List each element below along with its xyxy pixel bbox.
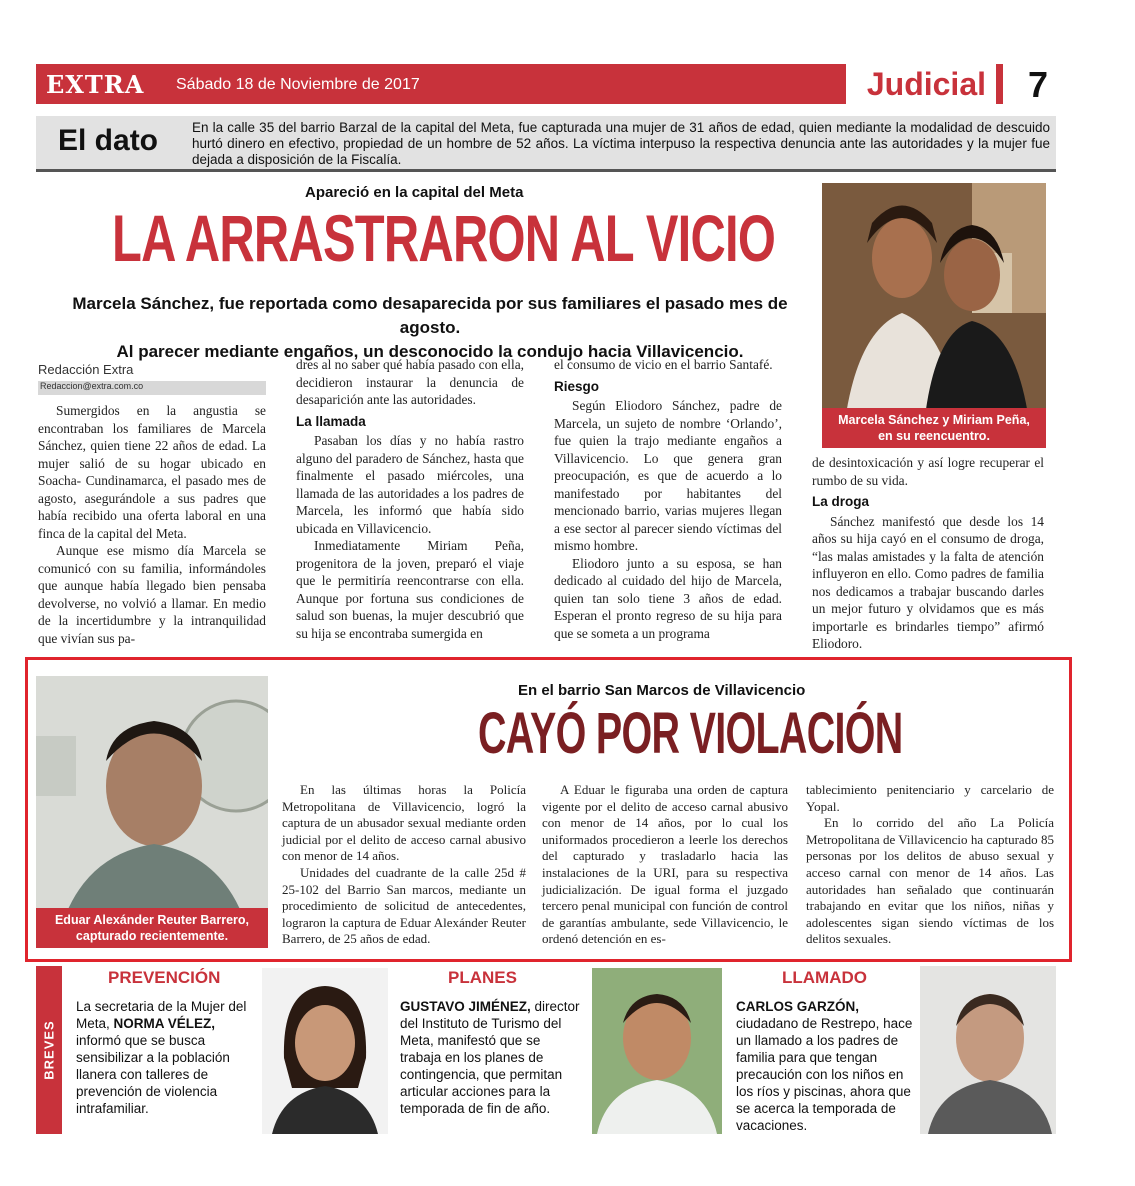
photo-norma-velez [262, 968, 388, 1134]
article2-paragraph: Unidades del cuadrante de la calle 25d # 25-102 del Barrio San marcos, mediante un procedimiento de solicitud de antecedentes, lograron la captura de Eduar Alexánder Reuter Barrero, de 25 años de edad. [282, 864, 526, 947]
article2-column-3 [806, 782, 1054, 948]
photo-caption-eduar [36, 908, 268, 948]
el-dato-box [36, 116, 1056, 172]
subheading-riesgo: Riesgo [554, 378, 600, 394]
article1-subhead [40, 292, 820, 364]
el-dato-text: En la calle 35 del barrio Barzal de la capital del Meta, fue capturada una mujer de 31 años de edad, quien mediante la modalidad de descuido hurtó dinero en efectivo, propiedad de un hombre de 52 años. La víctima interpuso la respectiva denuncia ante las autoridades y la mujer fue dejada a disposición de la Fiscalía. [192, 120, 1050, 167]
article1-subhead-line1: Marcela Sánchez, fue reportada como desaparecida por sus familiares el pasado mes de agosto. [72, 294, 788, 337]
article2-kicker: En el barrio San Marcos de Villavicencio [518, 682, 806, 699]
breve-text-segment: director del Instituto de Turismo del Meta, manifestó que se trabaja en los planes de contingencia, que permitan articular acciones para la temporada de fin de año. [400, 999, 580, 1116]
byline [38, 362, 266, 395]
article1-paragraph: dres al no saber qué había pasado con ella, decidieron instaurar la denuncia de desaparición ante las autoridades. [296, 357, 524, 407]
article1-column-4 [812, 454, 1044, 653]
article2-paragraph: A Eduar le figuraba una orden de captura vigente por el delito de acceso carnal abusivo con menor de 14 años, por lo cual los uniformados procedieron a leerle los derechos del capturado y trasladarlo hacia las instalaciones de la URI, para su respectiva judicialización. De igual forma el juzgado tercero penal municipal con función de control de garantías ambulante, sede Villavicencio, le ordenó detención en es- [542, 782, 788, 947]
article1-column-1 [38, 402, 266, 647]
article1-subhead-line2: Al parecer mediante engaños, un desconocido la condujo hacia Villavicencio. [116, 342, 744, 361]
el-dato-label: El dato [58, 124, 159, 157]
portrait-illustration [592, 968, 722, 1134]
mugshot-illustration [36, 676, 268, 946]
article1-paragraph: Eliodoro junto a su esposa, se han dedicado al cuidado del hijo de Marcela, quien tan solo tiene 3 años de edad. Esperan el pronto regreso de su hija para que se someta a un programa [554, 555, 782, 641]
photo-carlos-garzon [920, 966, 1056, 1134]
article1-column-3 [554, 356, 782, 642]
breve-text-planes [400, 998, 584, 1117]
article2-headline: CAYÓ POR VIOLACIÓN [478, 701, 903, 766]
caption-line: Marcela Sánchez y Miriam Peña, [838, 413, 1030, 427]
portrait-illustration [920, 966, 1056, 1134]
article1-paragraph: Inmediatamente Miriam Peña, progenitora de la joven, preparó el viaje que le permitiría reencontrarse con ella. Aunque por fortuna sus condiciones de salud son buenas, la mujer descubrió que su hija se encontraba sumergida en [296, 538, 524, 641]
article1-paragraph: Sánchez manifestó que desde los 14 años su hija cayó en el consumo de droga, “las malas amistades y la falta de atención influyeron en ello. Como padres de familia nos dedicamos a trabajar buscando darles un mejor futuro y olvidamos que es más importarle es brindarles tiempo” afirmó Eliodoro. [812, 513, 1044, 651]
article1-column-2 [296, 356, 524, 642]
breve-person-name: GUSTAVO JIMÉNEZ, [400, 999, 531, 1014]
photo-gustavo-jimenez [592, 968, 722, 1134]
breve-text-prevencion [76, 998, 256, 1117]
breves-label: BREVES [41, 1020, 57, 1080]
page-header [36, 64, 1056, 104]
article1-paragraph: Aunque ese mismo día Marcela se comunicó con su familia, informándoles que aunque había llegado bien pensaba devolverse, no volvió a llamar. En medio de la incertidumbre y la intranquilidad que vivían sus pa- [38, 543, 266, 646]
article1-headline: LA ARRASTRARON AL VICIO [112, 201, 776, 275]
article2-column-1 [282, 782, 526, 948]
breve-text-llamado [736, 998, 916, 1134]
photo-eduar-reuter [36, 676, 268, 946]
breve-title-planes: PLANES [448, 968, 517, 987]
subheading-la-droga: La droga [812, 494, 870, 509]
breve-text-segment: informó que se busca sensibilizar a la población llanera con talleres de prevención de violencia intrafamiliar. [76, 1033, 230, 1116]
article2-paragraph: En las últimas horas la Policía Metropolitana de Villavicencio, logró la captura de un abusador sexual mediante orden judicial por el delito de acceso carnal abusivo con menor de 14 años. [282, 782, 526, 864]
caption-line: capturado recientemente. [75, 929, 229, 943]
breve-person-name: NORMA VÉLEZ, [113, 1016, 216, 1031]
article2-paragraph: En lo corrido del año La Policía Metropolitana de Villavicencio ha capturado 85 personas por los delitos de abuso sexual y acceso carnal con menor de 14 años. Las autoridades han señalado que continuarán trabajando en evitar que los niños, niñas y adolescentes sigan siendo víctimas de los delitos sexuales. [806, 815, 1054, 947]
byline-email: Redaccion@extra.com.co [38, 381, 266, 395]
section-title: Judicial [866, 66, 986, 102]
breves-side-label [36, 966, 62, 1134]
article1-paragraph: el consumo de vicio en el barrio Santafé. [554, 357, 773, 372]
caption-line: Eduar Alexánder Reuter Barrero, [54, 913, 250, 927]
photo-caption-marcela [822, 408, 1046, 448]
article2-paragraph: tablecimiento penitenciario y carcelario de Yopal. [806, 782, 1054, 814]
article1-paragraph: Sumergidos en la angustia se encontraban los familiares de Marcela Sánchez, quien tiene 22 años de edad. La mujer salió de su hogar ubicado en Soacha- Cundinamarca, el pasado mes de agosto, asegurándole a sus padres que había recibido una oferta laboral en una finca de la capital del Meta. [38, 403, 266, 541]
caption-line: en su reencuentro. [878, 429, 990, 443]
breve-title-llamado: LLAMADO [782, 968, 867, 987]
article1-paragraph: Pasaban los días y no había rastro alguno del paradero de Sánchez, hasta que finalmente el pasado miércoles, una llamada de las autoridades a los padres de Marcela, les informó que había sido ubicada en Villavicencio. [296, 433, 524, 536]
article1-paragraph: Según Eliodoro Sánchez, padre de Marcela, un sujeto de nombre ‘Orlando’, fue quien la trajo mediante engaños a Villavicencio. Lo que genera gran preocupación, es que de acuerdo a lo manifestado por habitantes del mencionado barrio, varias mujeres llegan a ese sector al parecer siendo víctimas del mismo hombre. [554, 398, 782, 553]
portrait-illustration [262, 968, 388, 1134]
breve-text-segment: ciudadano de Restrepo, hace un llamado a los padres de familia para que tengan precaución con los niños en los ríos y piscinas, ahora que se acerca la temporada de vacaciones. [736, 1016, 913, 1133]
newspaper-logo: EXTRA [46, 70, 145, 99]
subheading-la-llamada: La llamada [296, 413, 366, 429]
breve-person-name: CARLOS GARZÓN, [736, 999, 859, 1014]
page-number: 7 [1027, 64, 1048, 105]
breve-title-prevencion: PREVENCIÓN [108, 968, 221, 987]
breve-text-segment: La secretaria de la Mujer del Meta, [76, 999, 247, 1031]
issue-date: Sábado 18 de Noviembre de 2017 [176, 76, 420, 93]
byline-name: Redacción Extra [38, 362, 134, 377]
article1-paragraph: de desintoxicación y así logre recuperar el rumbo de su vida. [812, 455, 1044, 488]
article2-column-2 [542, 782, 788, 948]
article1-kicker: Apareció en la capital del Meta [305, 184, 524, 201]
